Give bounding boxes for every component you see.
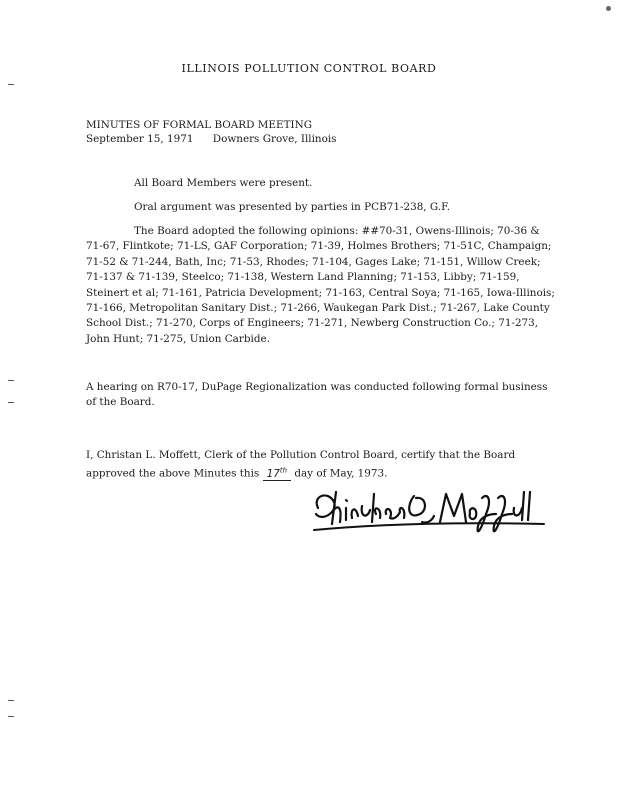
margin-mark: [8, 700, 14, 701]
certification-day: [263, 468, 291, 481]
meeting-dateline: [86, 132, 353, 146]
meeting-date: September 15, 1971: [86, 133, 194, 145]
certification-paragraph: [86, 448, 556, 482]
margin-mark: [8, 84, 14, 85]
oral-argument-paragraph: Oral argument was presented by parties in PCB71-238, G.F.: [134, 201, 451, 213]
scan-mark: [606, 6, 611, 11]
day-suffix: th: [279, 466, 288, 475]
attendance-paragraph: All Board Members were present.: [134, 177, 313, 189]
meeting-location: Downers Grove, Illinois: [212, 133, 337, 145]
hearing-paragraph: A hearing on R70-17, DuPage Regionalization was conducted following formal business of the Board.: [86, 381, 548, 409]
minutes-heading: MINUTES OF FORMAL BOARD MEETING: [86, 119, 313, 131]
certification-text: I, Christan L. Moffett, Clerk of the Pollution Control Board, certify that the Board approved the above Minutes this: [86, 449, 516, 480]
document-title: ILLINOIS POLLUTION CONTROL BOARD: [181, 62, 437, 75]
opinions-paragraph: The Board adopted the following opinions: ##70-31, Owens-Illinois; 70-36 & 71-67, Flintkote; 71-LS, GAF Corporation; 71-39, Holmes Brothers; 71-51C, Champaign; 71-52 & 71-244, Bath, Inc; 71-53, Rhodes; 71-104, Gages Lake; 71-151, Willow Creek; 71-137 & 71-139, Steelco; 71-138, Western Land Planning; 71-153, Libby; 71-159, Steinert et al; 71-161, Patricia Development; 71-163, Central Soya; 71-165, Iowa-Illinois; 71-166, Metropolitan Sanitary Dist.; 71-266, Waukegan Park Dist.; 71-267, Lake County School Dist.; 71-270, Corps of Engineers; 71-271, Newberg Construction Co.; 71-273, John Hunt; 71-275, Union Carbide.: [86, 225, 555, 345]
certification-date-text: day of May, 1973.: [294, 467, 388, 480]
margin-mark: [8, 380, 14, 381]
margin-mark: [8, 716, 14, 717]
signature: [310, 484, 550, 544]
margin-mark: [8, 402, 14, 403]
day-number: 17: [266, 467, 280, 480]
